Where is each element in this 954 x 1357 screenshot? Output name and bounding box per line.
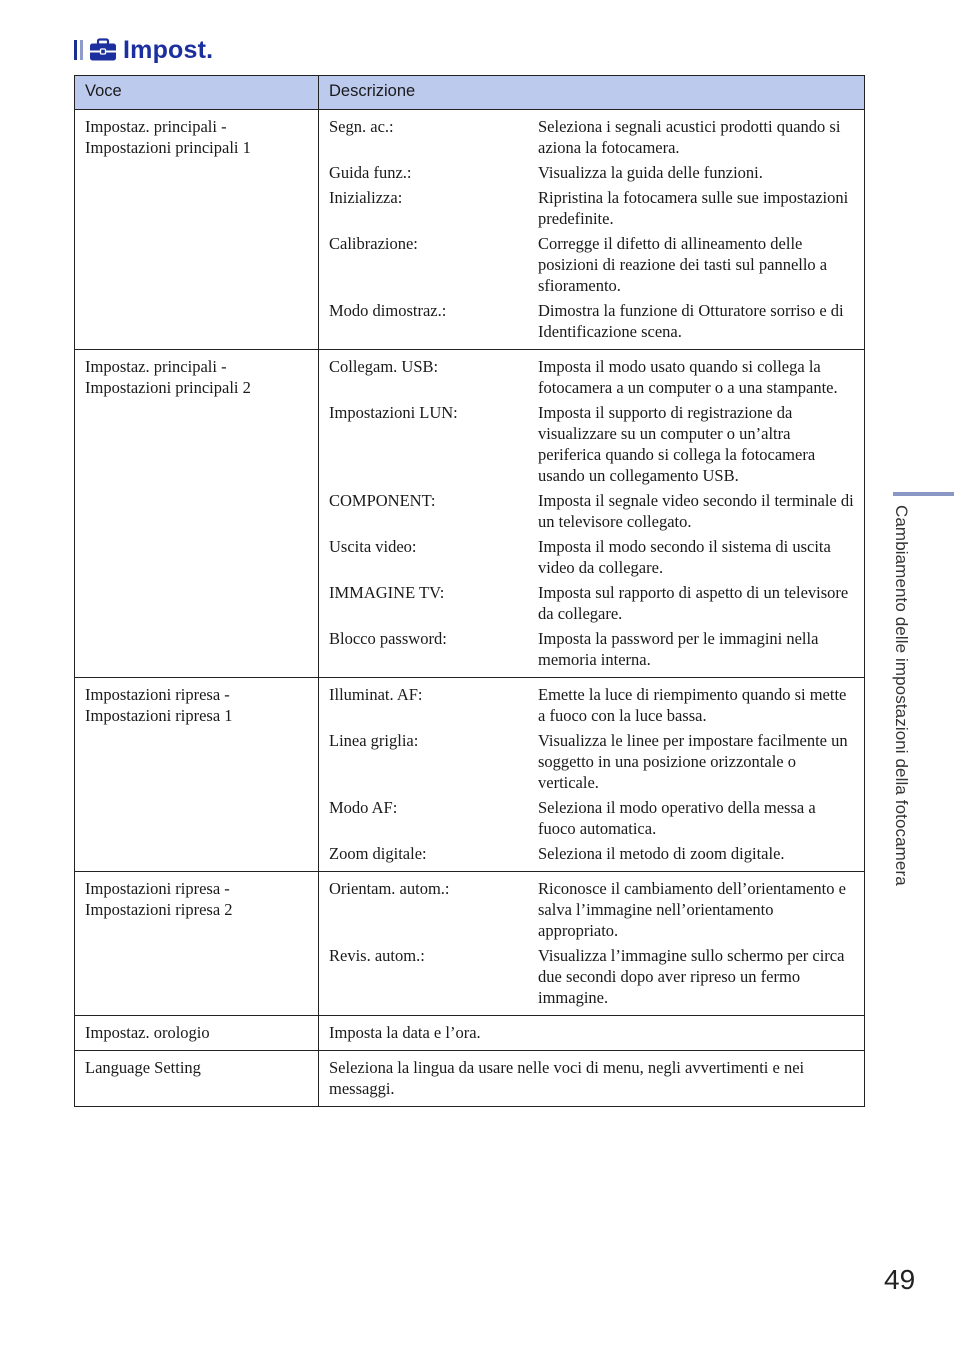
table-row [75,872,865,1016]
subitem-name: Orientam. autom.: [329,879,450,898]
item-label-line: Impostaz. principali - [85,357,227,376]
description-cell: Imposta la data e l’ora. [319,1016,865,1051]
subitem-name: Blocco password: [329,629,447,648]
item-cell [75,872,319,1016]
item-cell [75,350,319,678]
subitem [329,402,854,486]
subitem [329,730,854,793]
subitem [329,187,854,229]
item-cell [75,110,319,350]
heading-marker-dark [74,40,77,60]
item-label-line: Impostazioni ripresa 1 [85,706,233,725]
item-cell [75,1051,319,1107]
subitem-description: Dimostra la funzione di Otturatore sorriso e di Identificazione scena. [538,301,844,341]
item-cell [75,1016,319,1051]
item-cell [75,678,319,872]
item-label-line: Impostazioni principali 1 [85,138,251,157]
subitem-name: Inizializza: [329,188,403,207]
subitem [329,490,854,532]
side-tab-rule [893,492,954,496]
subitem-description: Ripristina la fotocamera sulle sue impostazioni predefinite. [538,188,849,228]
description-cell [319,110,865,350]
subitem-name: Impostazioni LUN: [329,403,458,422]
subitem-description: Visualizza l’immagine sullo schermo per circa due secondi dopo aver ripreso un fermo immagine. [538,946,845,1007]
toolbox-icon [89,38,117,62]
section-title: Impost. [123,35,214,64]
subitem-description: Visualizza la guida delle funzioni. [538,163,763,182]
subitem-description: Imposta sul rapporto di aspetto di un televisore da collegare. [538,583,849,623]
subitem-name: Uscita video: [329,537,417,556]
subitem-description: Corregge il difetto di allineamento delle posizioni di reazione dei tasti sul pannello a sfioramento. [538,234,828,295]
settings-table [74,75,865,1107]
subitem-name: Collegam. USB: [329,357,439,376]
subitem-description: Imposta il segnale video secondo il terminale di un televisore collegato. [538,491,854,531]
subitem-name: Guida funz.: [329,163,412,182]
subitem [329,300,854,342]
subitem-description: Imposta il modo usato quando si collega la fotocamera a un computer o a una stampante. [538,357,838,397]
subitem [329,356,854,398]
subitem [329,684,854,726]
subitem-description: Seleziona i segnali acustici prodotti quando si aziona la fotocamera. [538,117,841,157]
subitem-description: Imposta la password per le immagini nella memoria interna. [538,629,819,669]
subitem [329,116,854,158]
table-row [75,350,865,678]
table-row [75,678,865,872]
table-row [75,110,865,350]
item-label-line: Impostazioni ripresa - [85,685,230,704]
heading-marker-light [80,40,83,60]
subitem-name: Illuminat. AF: [329,685,423,704]
subitem [329,582,854,624]
item-label-line: Impostaz. principali - [85,117,227,136]
subitem-name: IMMAGINE TV: [329,583,445,602]
subitem-description: Riconosce il cambiamento dell’orientamento e salva l’immagine nell’orientamento appropriato. [538,879,846,940]
subitem [329,797,854,839]
column-header-voce: Voce [75,76,319,110]
subitem-description: Seleziona il metodo di zoom digitale. [538,844,785,863]
table-header-row [75,76,865,110]
subitem-name: Revis. autom.: [329,946,425,965]
subitem-description: Seleziona il modo operativo della messa a fuoco automatica. [538,798,816,838]
subitem [329,233,854,296]
item-label-line: Impostazioni principali 2 [85,378,251,397]
subitem-name: Linea griglia: [329,731,419,750]
subitem [329,945,854,1008]
subitem-name: Calibrazione: [329,234,418,253]
table-row [75,1051,865,1107]
subitem-name: Segn. ac.: [329,117,394,136]
subitem-name: COMPONENT: [329,491,436,510]
description-cell [319,872,865,1016]
subitem-description: Imposta il modo secondo il sistema di uscita video da collegare. [538,537,831,577]
item-label-line: Impostaz. orologio [85,1023,210,1042]
item-label-line: Impostazioni ripresa 2 [85,900,233,919]
section-heading [74,34,213,66]
subitem [329,628,854,670]
subitem [329,878,854,941]
description-cell [319,678,865,872]
subitem-description: Imposta il supporto di registrazione da visualizzare su un computer o un’altra periferica quando si collega la fotocamera usando un collegamento USB. [538,403,816,485]
item-label-line: Impostazioni ripresa - [85,879,230,898]
page-number: 49 [884,1264,916,1295]
subitem [329,162,854,183]
subitem-description: Visualizza le linee per impostare facilmente un soggetto in una posizione orizzontale o verticale. [538,731,848,792]
subitem-name: Modo AF: [329,798,398,817]
subitem [329,843,854,864]
column-header-descrizione: Descrizione [319,76,865,110]
subitem [329,536,854,578]
item-label-line: Language Setting [85,1058,201,1077]
side-section-label: Cambiamento delle impostazioni della fotocamera [892,505,911,886]
subitem-name: Zoom digitale: [329,844,427,863]
table-row [75,1016,865,1051]
subitem-name: Modo dimostraz.: [329,301,447,320]
description-cell [319,350,865,678]
subitem-description: Emette la luce di riempimento quando si mette a fuoco con la luce bassa. [538,685,847,725]
description-cell: Seleziona la lingua da usare nelle voci di menu, negli avvertimenti e nei messaggi. [319,1051,865,1107]
